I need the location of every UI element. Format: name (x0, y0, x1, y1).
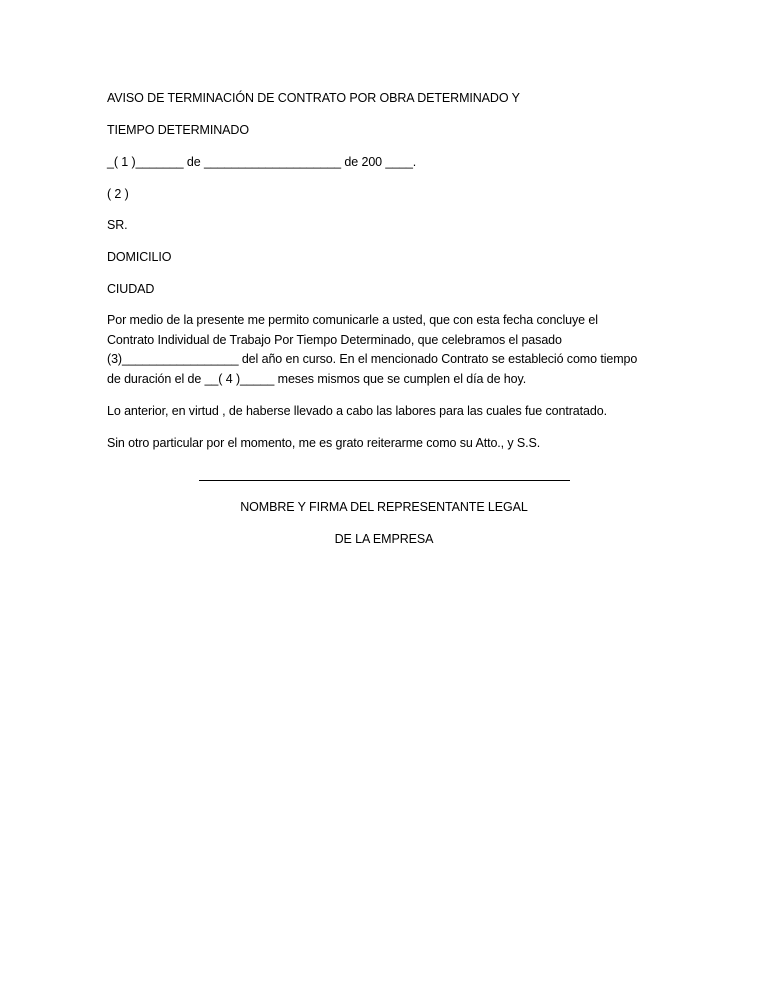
body-paragraph-line: Por medio de la presente me permito comunicarle a usted, que con esta fecha concluye el (107, 313, 598, 327)
body-paragraph (107, 311, 667, 389)
reason-paragraph: Lo anterior, en virtud , de haberse llevado a cabo las labores para las cuales fue contratado. (107, 404, 607, 418)
body-paragraph-line: Contrato Individual de Trabajo Por Tiempo Determinado, que celebramos el pasado (107, 332, 562, 347)
signature-line (199, 480, 570, 481)
body-paragraph-line: (3)_________________ del año en curso. En el mencionado Contrato se estableció como tiempo (107, 352, 638, 366)
document-title-line-1: AVISO DE TERMINACIÓN DE CONTRATO POR OBRA DETERMINADO Y (107, 91, 520, 105)
signature-label-line-2: DE LA EMPRESA (334, 532, 434, 546)
date-line: _( 1 )_______ de ____________________ de 200 ____. (107, 155, 417, 169)
document-title-line-2: TIEMPO DETERMINADO (107, 123, 249, 137)
city-line: CIUDAD (107, 282, 155, 296)
field-2: ( 2 ) (107, 187, 129, 201)
address-line: DOMICILIO (107, 250, 172, 264)
closing-line: Sin otro particular por el momento, me es grato reiterarme como su Atto., y S.S. (107, 436, 541, 450)
signature-label-line-1: NOMBRE Y FIRMA DEL REPRESENTANTE LEGAL (240, 500, 528, 514)
body-paragraph-line: de duración el de __( 4 )_____ meses mismos que se cumplen el día de hoy. (107, 371, 527, 386)
recipient-line: SR. (107, 218, 128, 232)
